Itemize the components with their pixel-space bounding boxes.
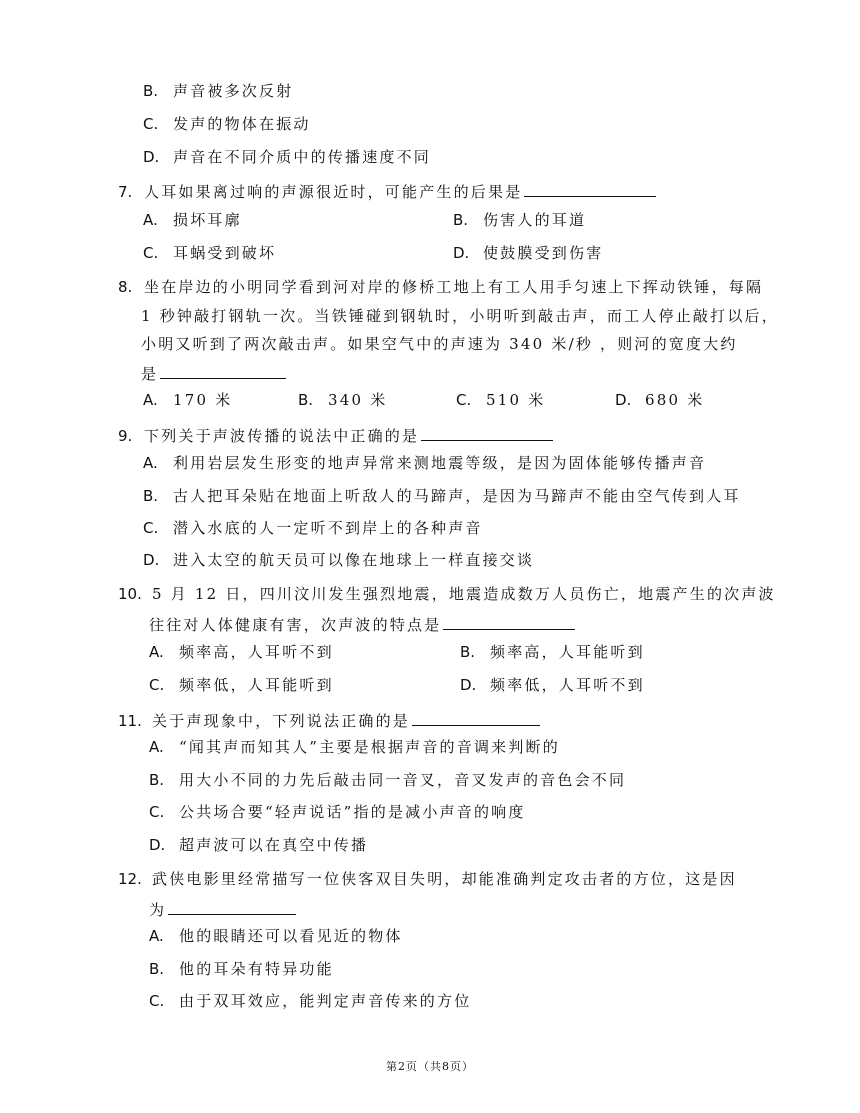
answer-blank	[160, 362, 286, 379]
q12-option-b: B. 他的耳朵有特异功能	[149, 960, 334, 978]
q7-option-a: A. 损坏耳廓	[143, 211, 242, 229]
q11-stem: 11. 关于声现象中，下列说法正确的是	[118, 709, 540, 731]
answer-blank	[168, 898, 296, 915]
q9-option-b: B. 古人把耳朵贴在地面上听敌人的马蹄声，是因为马蹄声不能由空气传到人耳	[143, 487, 741, 505]
page-footer: 第2页（共8页）	[386, 1060, 474, 1073]
q12-stem-line-1: 12. 武侠电影里经常描写一位侠客双目失明，却能准确判定攻击者的方位，这是因	[118, 870, 737, 888]
q11-option-b: B. 用大小不同的力先后敲击同一音叉，音叉发声的音色会不同	[149, 771, 627, 789]
q10-option-c: C. 频率低，人耳能听到	[149, 676, 334, 694]
q8-option-b: B. 340 米	[298, 391, 388, 409]
q7-option-d: D. 使鼓膜受到伤害	[453, 244, 604, 262]
q8-option-c: C. 510 米	[456, 391, 546, 409]
q10-stem-line-1: 10. 5 月 12 日，四川汶川发生强烈地震，地震造成数万人员伤亡，地震产生的次声波	[118, 585, 776, 603]
q8-stem-line-3: 小明又听到了两次敲击声。如果空气中的声速为 340 米/秒 ，则河的宽度大约	[141, 335, 738, 353]
q8-stem-line-4: 是	[141, 362, 286, 384]
q8-stem-line-1: 8. 坐在岸边的小明同学看到河对岸的修桥工地上有工人用手匀速上下挥动铁锤，每隔	[118, 278, 764, 296]
q11-option-d: D. 超声波可以在真空中传播	[149, 836, 369, 854]
q11-option-c: C. 公共场合要“轻声说话”指的是减小声音的响度	[149, 803, 526, 821]
q7-option-c: C. 耳蜗受到破坏	[143, 244, 277, 262]
q7-stem: 7. 人耳如果离过响的声源很近时，可能产生的后果是	[118, 180, 656, 202]
q6-option-d: D. 声音在不同介质中的传播速度不同	[143, 148, 432, 166]
q6-option-b: B. 声音被多次反射	[143, 82, 294, 100]
q7-option-b: B. 伤害人的耳道	[453, 211, 587, 229]
q8-option-a: A. 170 米	[143, 391, 233, 409]
q8-stem-line-2: 1 秒钟敲打钢轨一次。当铁锤碰到钢轨时，小明听到敲击声，而工人停止敲打以后，	[141, 307, 779, 325]
q12-stem-line-2: 为	[149, 898, 296, 920]
q6-option-c: C. 发声的物体在振动	[143, 115, 311, 133]
q10-stem-line-2: 往往对人体健康有害，次声波的特点是	[149, 613, 575, 635]
q12-option-c: C. 由于双耳效应，能判定声音传来的方位	[149, 992, 472, 1010]
answer-blank	[524, 180, 656, 197]
q9-option-c: C. 潜入水底的人一定听不到岸上的各种声音	[143, 519, 483, 537]
answer-blank	[412, 709, 540, 726]
q9-stem: 9. 下列关于声波传播的说法中正确的是	[118, 424, 553, 446]
q10-option-a: A. 频率高，人耳听不到	[149, 643, 334, 661]
q9-option-a: A. 利用岩层发生形变的地声异常来测地震等级，是因为固体能够传播声音	[143, 454, 707, 472]
answer-blank	[443, 613, 575, 630]
q10-option-d: D. 频率低，人耳听不到	[460, 676, 645, 694]
q12-option-a: A. 他的眼睛还可以看见近的物体	[149, 927, 403, 945]
q11-option-a: A. “闻其声而知其人”主要是根据声音的音调来判断的	[149, 738, 560, 756]
q10-option-b: B. 频率高，人耳能听到	[460, 643, 645, 661]
answer-blank	[421, 424, 553, 441]
q8-option-d: D. 680 米	[615, 391, 705, 409]
q9-option-d: D. 进入太空的航天员可以像在地球上一样直接交谈	[143, 551, 535, 569]
